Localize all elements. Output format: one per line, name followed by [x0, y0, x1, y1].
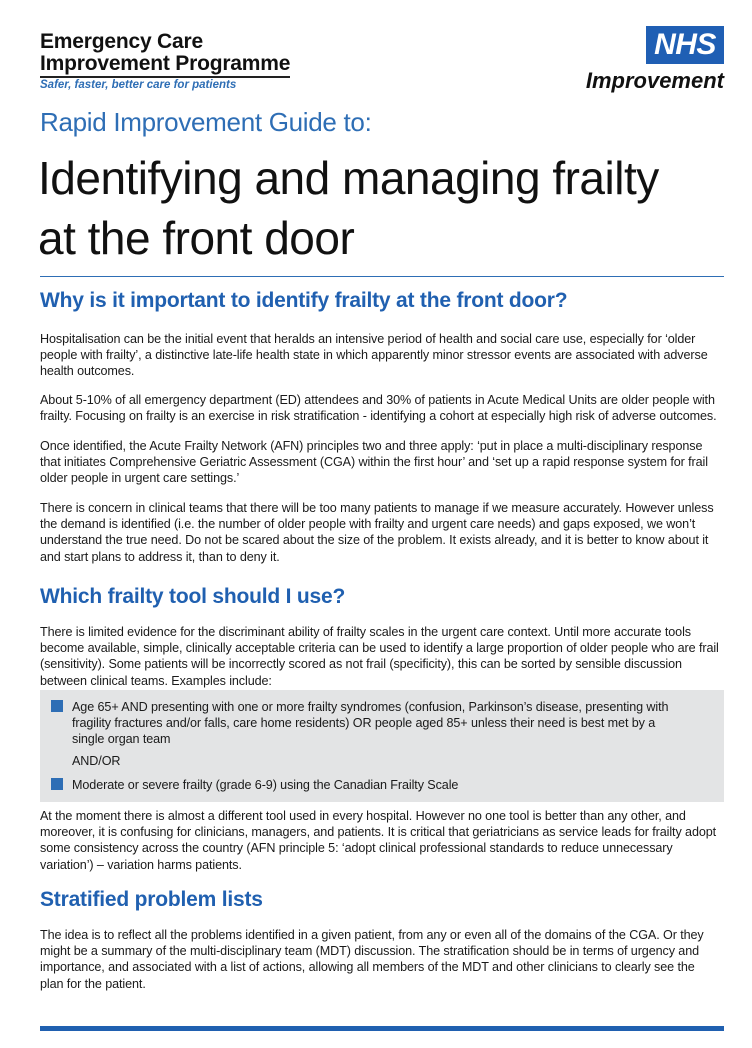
guide-kicker: Rapid Improvement Guide to:: [40, 107, 372, 137]
bullet-item-age: Age 65+ AND presenting with one or more frailty syndromes (confusion, Parkinson’s disease, presenting with fragility fractures and/or falls, care home residents) OR people aged 85+ unless their need is best met by a single organ team: [72, 700, 669, 747]
bullet-square-icon: [51, 700, 63, 712]
page-title-line2: at the front door: [38, 212, 355, 264]
nhs-logo-subtitle: Improvement: [585, 68, 724, 93]
paragraph-prevalence: About 5-10% of all emergency department (ED) attendees and 30% of patients in Acute Medical Units are older people with frailty. Focusing on frailty is an exercise in risk stratification - identifying a cohort at especially high risk of adverse outcomes.: [40, 393, 717, 424]
paragraph-afn-principles: Once identified, the Acute Frailty Network (AFN) principles two and three apply: ‘put in place a multi-disciplinary response that initiates Comprehensive Geriatric Assessment (CGA) within the first hour’ and ‘set up a rapid response system for frail older people in urgent care settings.’: [40, 439, 708, 486]
page-title-line1: Identifying and managing frailty: [38, 152, 659, 204]
paragraph-hospitalisation: Hospitalisation can be the initial event that heralds an intensive period of health and social care use, especially for ‘older people with frailty’, a distinctive late-life health state in which apparently minor stressor events are associated with adverse health outcomes.: [40, 332, 708, 379]
bullet-square-icon: [51, 778, 63, 790]
footer-divider: [40, 1026, 724, 1031]
org-name-line1: Emergency Care: [40, 30, 203, 53]
section-heading-problem-lists: Stratified problem lists: [40, 888, 263, 911]
bullet-connector: AND/OR: [72, 754, 121, 768]
section-heading-tool: Which frailty tool should I use?: [40, 585, 346, 608]
section-heading-why: Why is it important to identify frailty at the front door?: [40, 289, 568, 312]
bullet-item-canadian-scale: Moderate or severe frailty (grade 6-9) using the Canadian Frailty Scale: [72, 778, 459, 792]
paragraph-concern: There is concern in clinical teams that there will be too many patients to manage if we measure accurately. However unless the demand is identified (i.e. the number of older people with frailty and urgent care needs) and gaps exposed, we won’t understand the true need. Do not be scared about the size of the problem. It exists already, and it is better to know about it and start plans to address it, than to deny it.: [40, 501, 714, 564]
paragraph-tool-intro: There is limited evidence for the discriminant ability of frailty scales in the urgent care context. Until more accurate tools become available, simple, clinically acceptable criteria can be used to identify a large proportion of older people who are frail (sensitivity). Some patients will be incorrectly scored as not frail (specificity), this can be sorted by sensible discussion between clinical teams. Examples include:: [40, 625, 719, 688]
title-divider: [40, 276, 724, 277]
paragraph-tool-outro: At the moment there is almost a different tool used in every hospital. However no one tool is better than any other, and moreover, it is confusing for clinicians, managers, and patients. It is critical that geriatricians as service leads for frailty adopt some consistency across the country (AFN principle 5: ‘adopt clinical professional standards to reduce unnecessary variation’) – variation harms patients.: [40, 809, 717, 872]
org-name-line2: Improvement Programme: [40, 52, 291, 75]
nhs-logo: NHS: [646, 26, 724, 64]
paragraph-problem-lists: The idea is to reflect all the problems identified in a given patient, from any or even all of the domains of the CGA. Or they might be a summary of the multi-disciplinary team (MDT) discussion. The stratification should be in terms of urgency and importance, and associated with a list of actions, allowing all members of the MDT and other clinicians to clearly see the plan for the patient.: [40, 928, 704, 991]
tagline: Safer, faster, better care for patients: [40, 79, 237, 91]
org-divider: [40, 76, 290, 78]
